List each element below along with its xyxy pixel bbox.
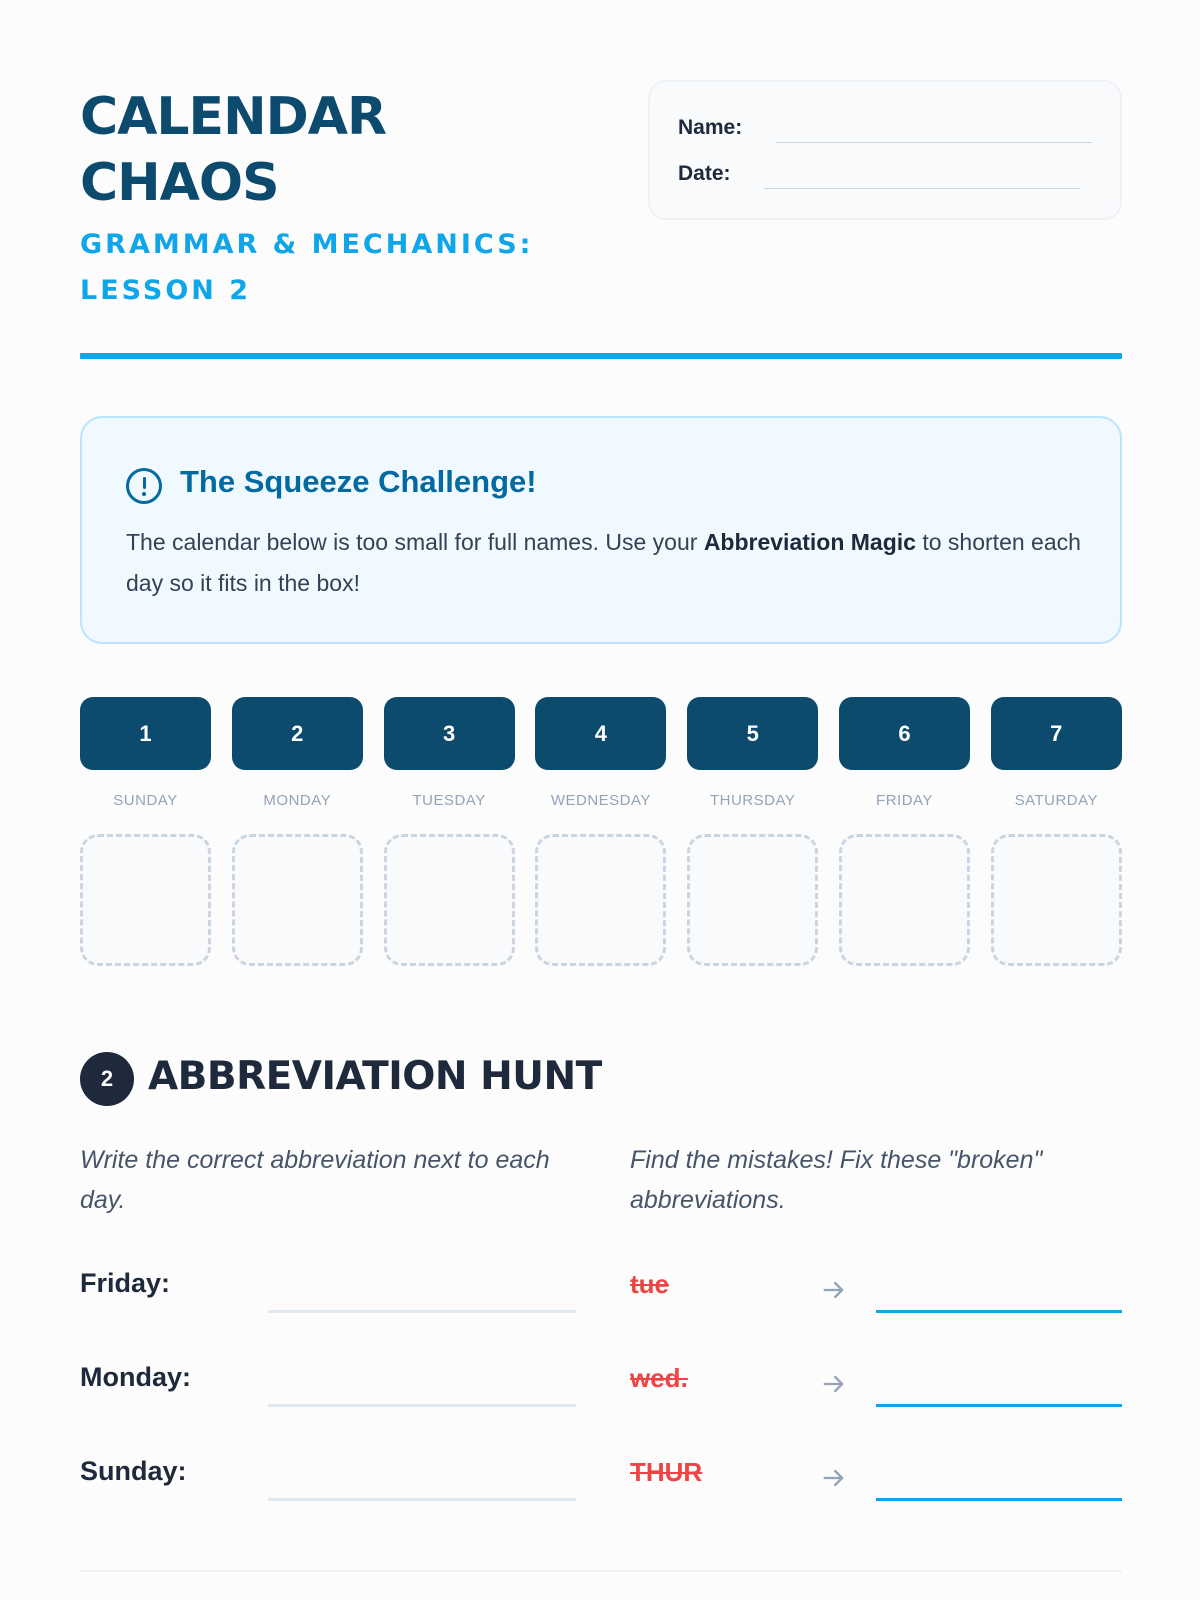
subtitle-line-2: LESSON 2	[80, 275, 252, 306]
section-title: ABBREVIATION HUNT	[148, 1054, 602, 1099]
callout-title: The Squeeze Challenge!	[180, 464, 537, 499]
day-name: SATURDAY	[1014, 792, 1099, 809]
arrow-right-icon	[820, 1276, 848, 1304]
calendar-day	[535, 697, 666, 966]
calendar-day	[384, 697, 515, 966]
answer-line[interactable]	[268, 1498, 576, 1501]
name-field[interactable]	[776, 142, 1092, 143]
alert-circle-icon	[126, 468, 162, 504]
day-name: MONDAY	[263, 792, 332, 809]
subtitle-line-1: GRAMMAR & MECHANICS:	[80, 229, 534, 260]
calendar-day	[80, 697, 211, 966]
question-label: Friday:	[80, 1268, 171, 1298]
calendar-day	[991, 697, 1122, 966]
day-number: 5	[687, 697, 818, 770]
question-label: Sunday:	[80, 1456, 187, 1486]
broken-abbreviation: tue	[630, 1269, 669, 1299]
day-answer-box[interactable]	[991, 834, 1122, 966]
answer-line[interactable]	[268, 1310, 576, 1313]
instruction-left: Write the correct abbreviation next to each day.	[80, 1146, 550, 1214]
fix-answer-line[interactable]	[876, 1498, 1122, 1501]
day-number: 3	[384, 697, 515, 770]
day-number: 7	[991, 697, 1122, 770]
day-name: SUNDAY	[113, 792, 178, 809]
name-date-box	[648, 80, 1122, 220]
fix-answer-line[interactable]	[876, 1404, 1122, 1407]
callout-text	[126, 522, 1086, 604]
date-field[interactable]	[764, 188, 1080, 189]
day-answer-box[interactable]	[232, 834, 363, 966]
instruction-right: Find the mistakes! Fix these "broken" abbreviations.	[630, 1146, 1043, 1214]
day-number: 1	[80, 697, 211, 770]
calendar-day	[839, 697, 970, 966]
day-answer-box[interactable]	[384, 834, 515, 966]
name-label: Name:	[678, 116, 743, 139]
callout-text-start: The calendar below is too small for full names. Use your	[126, 529, 704, 555]
header-divider	[80, 353, 1122, 359]
calendar-day	[687, 697, 818, 966]
title-line-1: CALENDAR	[80, 87, 387, 147]
day-number: 2	[232, 697, 363, 770]
day-answer-box[interactable]	[839, 834, 970, 966]
day-name: FRIDAY	[876, 792, 933, 809]
title-line-2: CHAOS	[80, 153, 279, 213]
date-label: Date:	[678, 162, 731, 185]
question-label: Monday:	[80, 1362, 191, 1392]
day-name: THURSDAY	[709, 792, 796, 809]
page-title	[80, 84, 386, 216]
day-answer-box[interactable]	[535, 834, 666, 966]
day-number: 4	[535, 697, 666, 770]
arrow-right-icon	[820, 1370, 848, 1398]
bottom-divider	[80, 1570, 1122, 1572]
day-name: WEDNESDAY	[550, 792, 651, 809]
broken-abbreviation: wed.	[630, 1363, 688, 1393]
day-number: 6	[839, 697, 970, 770]
day-name: TUESDAY	[412, 792, 486, 809]
section-number-badge: 2	[80, 1052, 134, 1106]
day-answer-box[interactable]	[687, 834, 818, 966]
callout-text-bold: Abbreviation Magic	[703, 529, 916, 555]
challenge-callout	[80, 416, 1122, 644]
calendar-day	[232, 697, 363, 966]
arrow-right-icon	[820, 1464, 848, 1492]
answer-line[interactable]	[268, 1404, 576, 1407]
callout-text-end: to shorten each day so it fits in the box!	[126, 529, 1081, 596]
fix-answer-line[interactable]	[876, 1310, 1122, 1313]
page-subtitle	[80, 222, 533, 314]
day-answer-box[interactable]	[80, 834, 211, 966]
broken-abbreviation: THUR	[630, 1457, 703, 1487]
